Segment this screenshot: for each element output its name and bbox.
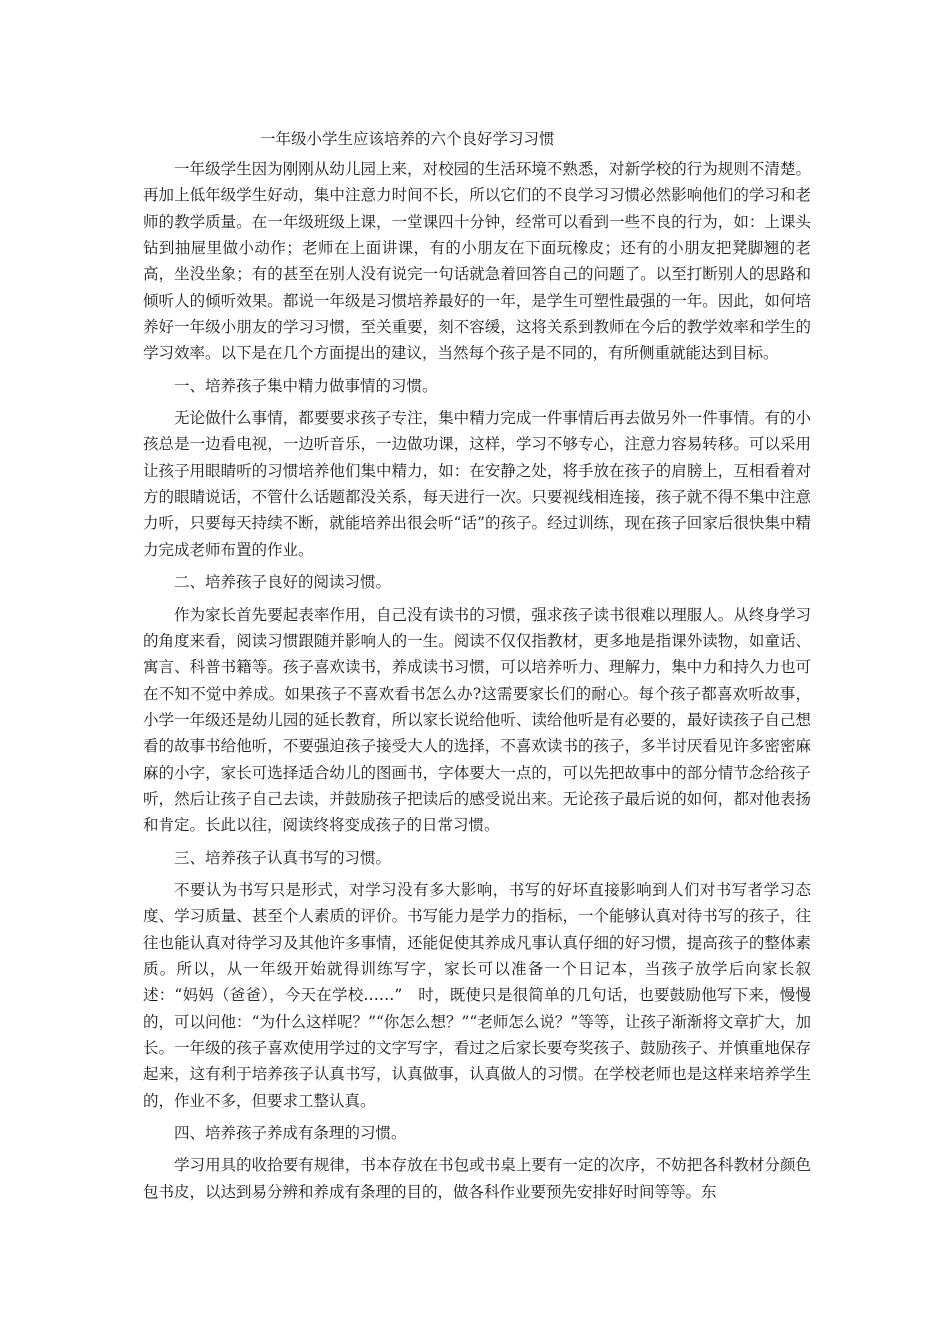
intro-paragraph: 一年级学生因为刚刚从幼儿园上来，对校园的生活环境不熟悉，对新学校的行为规则不清楚。再加上低年级学生好动，集中注意力时间不长，所以它们的不良学习习惯必然影响他们的学习和老师的教学质量。在一年级班级上课，一堂课四十分钟，经常可以看到一些不良的行为，如：上课头钻到抽屉里做小动作；老师在上面讲课，有的小朋友在下面玩橡皮；还有的小朋友把凳脚翘的老高，坐没坐象；有的甚至在别人没有说完一句话就急着回答自己的问题了。以至打断别人的思路和倾听人的倾听效果。都说一年级是习惯培养最好的一年，是学生可塑性最强的一年。因此，如何培养好一年级小朋友的学习习惯，至关重要，刻不容缓，这将关系到教师在今后的教学效率和学生的学习效率。以下是在几个方面提出的建议，当然每个孩子是不同的，有所侧重就能达到目标。 (143, 160, 811, 363)
section-paragraph-2: 作为家长首先要起表率作用，自己没有读书的习惯，强求孩子读书很难以理服人。从终身学习的角度来看，阅读习惯跟随并影响人的一生。阅读不仅仅指教材，更多地是指课外读物，如童话、寓言、科普书籍等。孩子喜欢读书，养成读书习惯，可以培养听力、理解力，集中力和持久力也可在不知不觉中养成。如果孩子不喜欢看书怎么办?这需要家长们的耐心。每个孩子都喜欢听故事，小学一年级还是幼儿园的延长教育，所以家长说给他听、读给他听是有必要的，最好读孩子自己想看的故事书给他听，不要强迫孩子接受大人的选择，不喜欢读书的孩子，多半讨厌看见许多密密麻麻的小字，家长可选择适合幼儿的图画书，字体要大一点的，可以先把故事中的部分情节念给孩子听，然后让孩子自己去读，并鼓励孩子把读后的感受说出来。无论孩子最后说的如何，都对他表扬和肯定。长此以往，阅读终将变成孩子的日常习惯。 (143, 605, 811, 835)
section-heading-4: 四、培养孩子养成有条理的习惯。 (174, 1124, 407, 1143)
section-heading-3: 三、培养孩子认真书写的习惯。 (174, 848, 392, 867)
document-title: 一年级小学生应该培养的六个良好学习习惯 (260, 130, 555, 148)
section-paragraph-3: 不要认为书写只是形式，对学习没有多大影响，书写的好坏直接影响到人们对书写者学习态度、学习质量、甚至个人素质的评价。书写能力是学力的指标，一个能够认真对待书写的孩子，往往也能认真对待学习及其他许多事情，还能促使其养成凡事认真仔细的好习惯，提高孩子的整体素质。所以，从一年级开始就得训练写字，家长可以准备一个日记本，当孩子放学后向家长叙述：“妈妈（爸爸），今天在学校……” 时，既使只是很简单的几句话，也要鼓励他写下来，慢慢的，可以问他：“为什么这样呢？”“你怎么想？”“老师怎么说？”等等，让孩子渐渐将文章扩大，加长。一年级的孩子喜欢使用学过的文字写字，看过之后家长要夸奖孩子、鼓励孩子、并慎重地保存起来，这有利于培养孩子认真书写，认真做事，认真做人的习惯。在学校老师也是这样来培养学生的，作业不多，但要求工整认真。 (143, 880, 811, 1110)
section-paragraph-1: 无论做什么事情，都要要求孩子专注，集中精力完成一件事情后再去做另外一件事情。有的小孩总是一边看电视，一边听音乐，一边做功课，这样，学习不够专心，注意力容易转移。可以采用让孩子用眼睛听的习惯培养他们集中精力，如：在安静之处，将手放在孩子的肩膀上，互相看着对方的眼睛说话，不管什么话题都没关系，每天进行一次。只要视线相连接，孩子就不得不集中注意力听，只要每天持续不断，就能培养出很会听“话”的孩子。经过训练，现在孩子回家后很快集中精力完成老师布置的作业。 (143, 409, 811, 559)
document-body (143, 156, 811, 1205)
section-heading-2: 二、培养孩子良好的阅读习惯。 (174, 573, 392, 592)
section-heading-1: 一、培养孩子集中精力做事情的习惯。 (174, 376, 438, 395)
section-paragraph-4: 学习用具的收拾要有规律，书本存放在书包或书桌上要有一定的次序，不妨把各科教材分颜色包书皮，以达到易分辨和养成有条理的目的，做各科作业要预先安排好时间等等。东 (143, 1156, 811, 1201)
